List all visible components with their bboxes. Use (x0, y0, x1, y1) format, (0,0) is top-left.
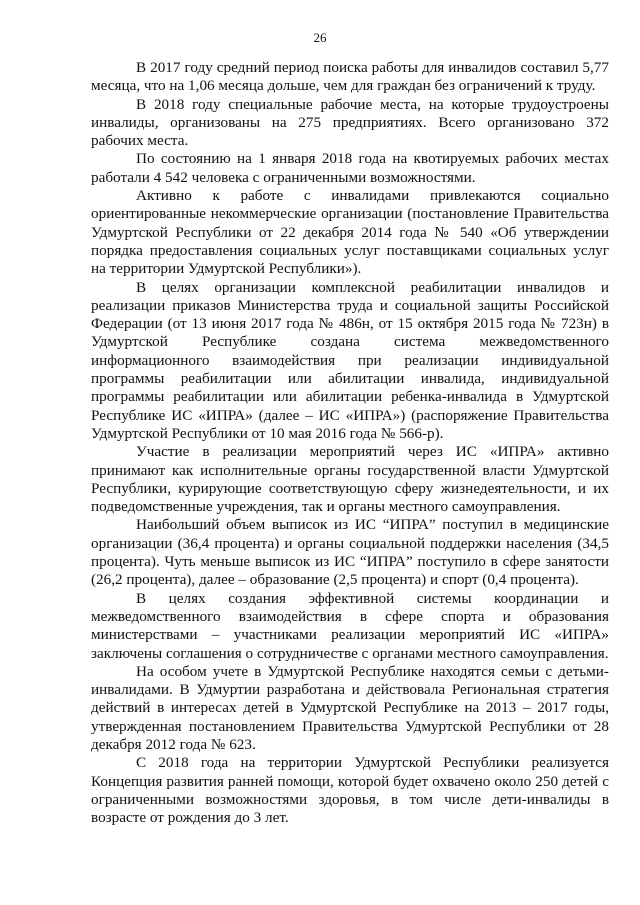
document-body (91, 59, 609, 827)
paragraph-ipra-extracts: Наибольший объем выписок из ИС “ИПРА” поступил в медицинские организации (36,4 процента) и органы социальной поддержки населения (34,5 процента). Чуть меньше выписок из ИС “ИПРА” поступило в сфере занятости (26,2 процента), далее – образование (2,5 процента) и спорт (0,4 процента). (91, 516, 609, 589)
paragraph-nonprofit-organizations: Активно к работе с инвалидами привлекаются социально ориентированные некоммерческие организации (постановление Правительства Удмуртской Республики от 22 декабря 2014 года № 540 «Об утверждении порядка предоставления социальных услуг поставщиками социальных услуг на территории Удмуртской Республики»). (91, 187, 609, 278)
page-number: 26 (313, 30, 327, 45)
paragraph-children-strategy: На особом учете в Удмуртской Республике находятся семьи с детьми-инвалидами. В Удмуртии разработана и действовала Региональная стратегия действий в интересах детей в Удмуртской Республике на 2013 – 2017 годы, утвержденная постановлением Правительства Удмуртской Республики от 28 декабря 2012 года № 623. (91, 662, 609, 753)
paragraph-coordination-agreements: В целях создания эффективной системы координации и межведомственного взаимодействия в сфере спорта и образования министерствами – участниками реализации мероприятий ИС «ИПРА» заключены соглашения о сотрудничестве с органами местного самоуправления. (91, 589, 609, 662)
paragraph-early-help-concept: С 2018 года на территории Удмуртской Республики реализуется Концепция развития ранней помощи, которой будет охвачено около 250 детей с ограниченными возможностями здоровья, в том числе дети-инвалиды в возрасте от рождения до 3 лет. (91, 754, 609, 827)
paragraph-job-search-period: В 2017 году средний период поиска работы для инвалидов составил 5,77 месяца, что на 1,06 месяца дольше, чем для граждан без ограничений к труду. (91, 59, 609, 95)
paragraph-rehabilitation-system: В целях организации комплексной реабилитации инвалидов и реализации приказов Министерства труда и социальной защиты Российской Федерации (от 13 июня 2017 года № 486н, от 15 октября 2015 года № 723н) в Удмуртской Республике создана система межведомственного информационного взаимодействия при реализации индивидуальной программы реабилитации или абилитации инвалида, индивидуальной программы реабилитации или абилитации ребенка-инвалида в Удмуртской Республике ИС «ИПРА» (далее – ИС «ИПРА») (распоряжение Правительства Удмуртской Республики от 10 мая 2016 года № 566-р). (91, 278, 609, 442)
paragraph-quota-workplaces: По состоянию на 1 января 2018 года на квотируемых рабочих местах работали 4 542 человека с ограниченными возможностями. (91, 150, 609, 186)
paragraph-special-workplaces: В 2018 году специальные рабочие места, на которые трудоустроены инвалиды, организованы на 275 предприятиях. Всего организовано 372 рабочих места. (91, 95, 609, 150)
paragraph-ipra-participants: Участие в реализации мероприятий через ИС «ИПРА» активно принимают как исполнительные органы государственной власти Удмуртской Республики, курирующие соответствующую сферу жизнедеятельности, и их подведомственные учреждения, так и органы местного самоуправления. (91, 443, 609, 516)
